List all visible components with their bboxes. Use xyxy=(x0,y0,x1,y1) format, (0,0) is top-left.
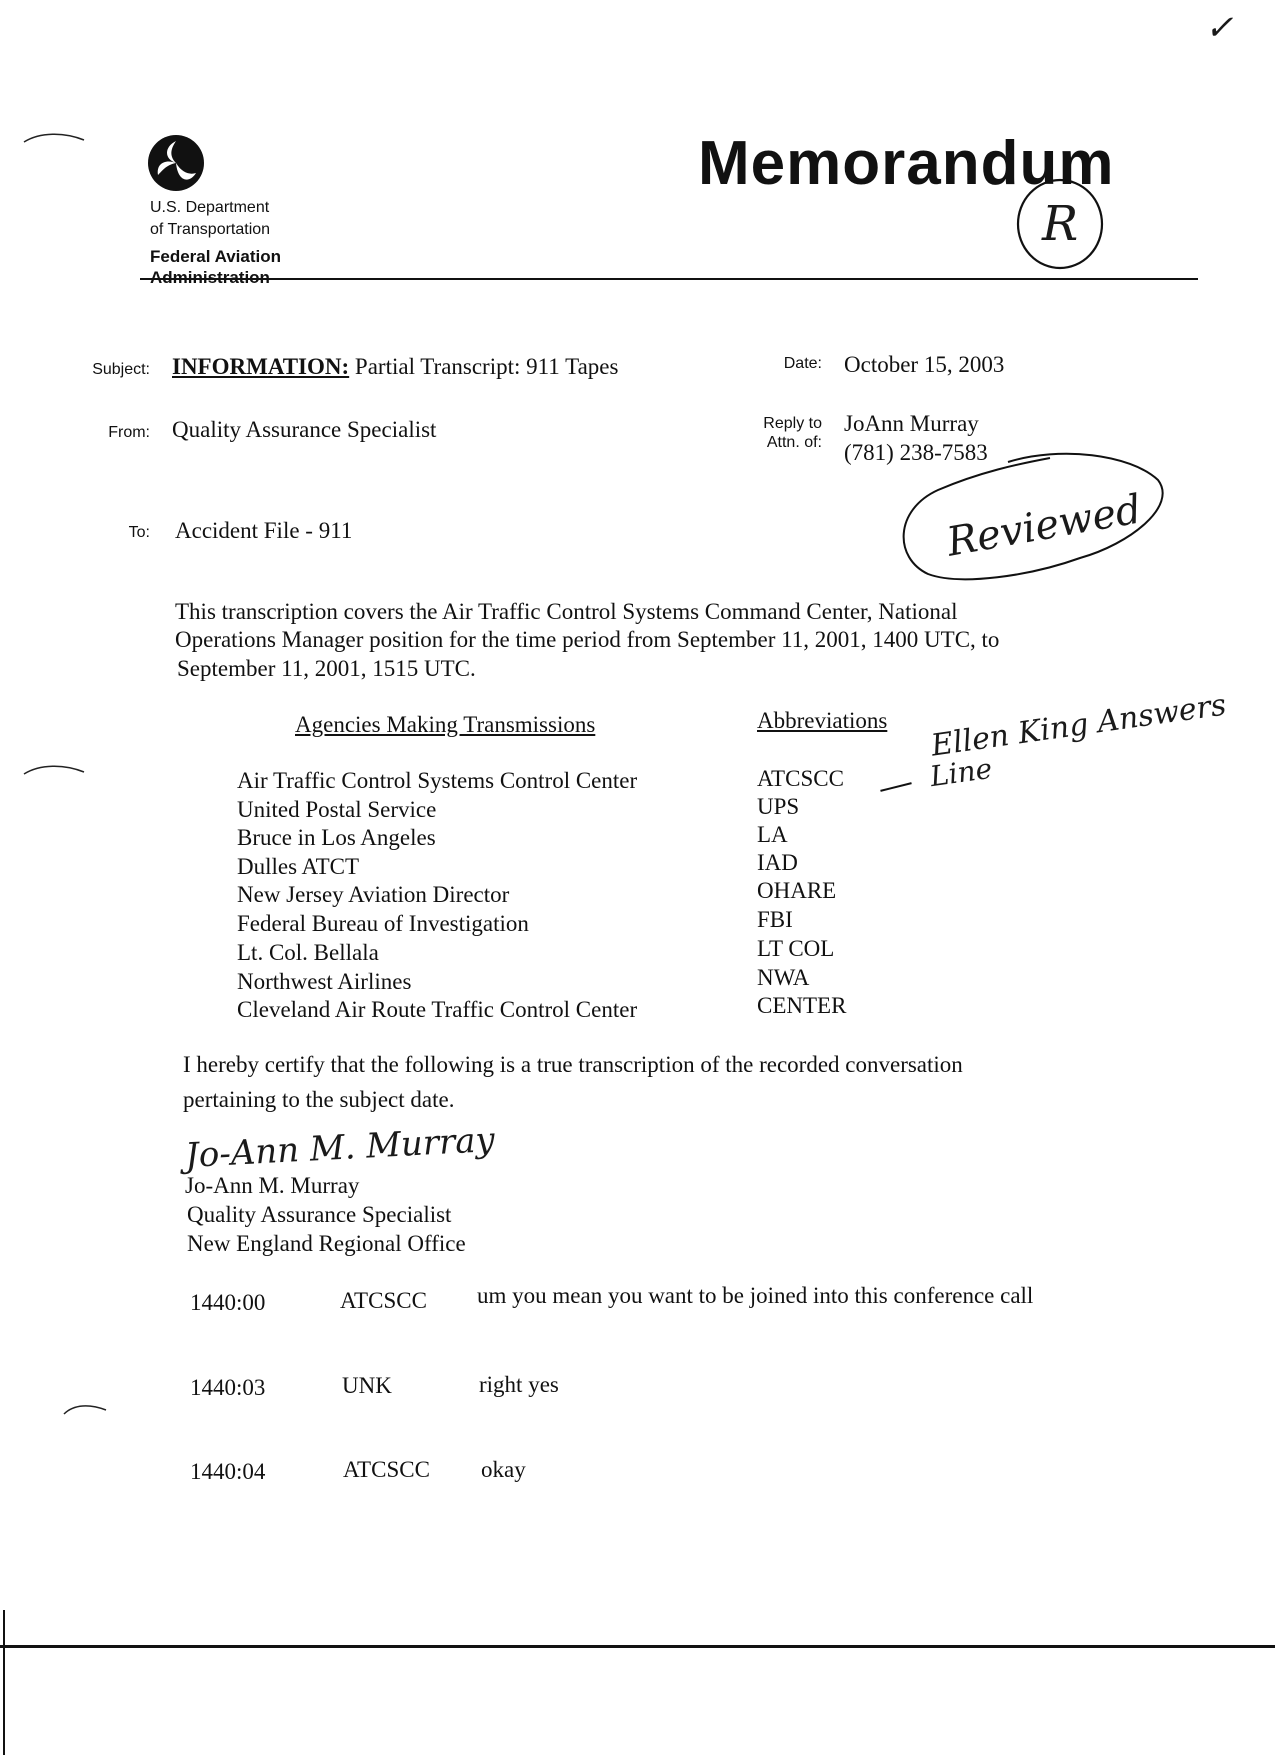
intro-line-2: Operations Manager position for the time period from September 11, 2001, 1400 UTC, to xyxy=(175,627,1000,652)
agency-abbr: OHARE xyxy=(757,878,837,903)
agency-abbr: IAD xyxy=(757,850,798,875)
agency-row xyxy=(237,940,379,966)
abbreviations-header: Abbreviations xyxy=(757,708,888,733)
page-title: Memorandum xyxy=(698,129,1115,198)
transcript-speaker: ATCSCC xyxy=(343,1457,430,1482)
agency-dept-line2: of Transportation xyxy=(150,221,271,238)
circled-letter-text: R xyxy=(1042,196,1079,252)
certification-line-2: pertaining to the subject date. xyxy=(183,1087,455,1112)
agency-row xyxy=(237,854,359,880)
agency-row xyxy=(237,768,637,794)
agency-row xyxy=(237,797,436,823)
subject-label: Subject: xyxy=(92,361,150,378)
agency-abbr: LA xyxy=(757,822,788,847)
date-label: Date: xyxy=(783,355,822,372)
agency-abbr: LT COL xyxy=(757,936,835,961)
agency-name: Lt. Col. Bellala xyxy=(237,940,379,965)
signer-title: Quality Assurance Specialist xyxy=(187,1202,452,1227)
agency-name: Air Traffic Control Systems Control Center xyxy=(237,768,638,793)
date-value: October 15, 2003 xyxy=(844,352,1005,377)
subject-bold: INFORMATION: xyxy=(172,354,350,379)
signer-name: Jo-Ann M. Murray xyxy=(185,1173,360,1198)
subject-field xyxy=(172,354,618,380)
punch-mark xyxy=(20,128,90,148)
signer-office: New England Regional Office xyxy=(187,1231,466,1256)
reply-name: JoAnn Murray xyxy=(844,411,979,436)
agency-name: Northwest Airlines xyxy=(237,969,412,994)
agency-name: Dulles ATCT xyxy=(237,854,360,879)
transcript-text: right yes xyxy=(479,1372,559,1397)
note-dash xyxy=(880,782,912,792)
punch-mark xyxy=(60,1400,110,1420)
to-value: Accident File - 911 xyxy=(175,518,353,543)
reply-phone: (781) 238-7583 xyxy=(844,440,988,465)
bottom-border xyxy=(0,1645,1275,1648)
agency-name: United Postal Service xyxy=(237,797,437,822)
intro-line-3: September 11, 2001, 1515 UTC. xyxy=(177,656,476,681)
agency-abbr: ATCSCC xyxy=(757,766,844,791)
agency-row xyxy=(237,911,529,937)
agency-abbr: UPS xyxy=(757,794,800,819)
agency-abbr: NWA xyxy=(757,965,810,990)
agency-name: Cleveland Air Route Traffic Control Center xyxy=(237,997,638,1022)
reply-label: Reply to xyxy=(763,415,822,432)
transcript-speaker: ATCSCC xyxy=(340,1288,427,1313)
header-rule xyxy=(140,278,1198,280)
transcript-time: 1440:00 xyxy=(190,1290,266,1315)
agency-abbr: CENTER xyxy=(757,993,847,1018)
signature: Jo-Ann M. Murray xyxy=(184,1119,496,1177)
agency-row xyxy=(237,825,436,851)
reply-label-2: Attn. of: xyxy=(766,434,822,451)
to-label: To: xyxy=(128,524,150,541)
agency-dept: U.S. Department xyxy=(150,199,270,216)
handwritten-note: Ellen King Answers xyxy=(929,687,1229,764)
dot-logo-icon xyxy=(146,133,206,193)
agency-row xyxy=(237,997,637,1023)
reviewed-annotation: Reviewed xyxy=(943,486,1145,566)
punch-mark xyxy=(20,760,90,780)
subject-text: Partial Transcript: 911 Tapes xyxy=(354,354,619,379)
agency-row xyxy=(237,882,509,908)
certification-line-1: I hereby certify that the following is a true transcription of the recorded conversation xyxy=(183,1052,963,1077)
transcript-time: 1440:04 xyxy=(190,1459,266,1484)
checkmark-annotation: ✓ xyxy=(1205,8,1234,48)
agency-name: Bruce in Los Angeles xyxy=(237,825,436,850)
left-edge xyxy=(3,1610,5,1755)
transcript-text: okay xyxy=(481,1457,526,1482)
transcript-time: 1440:03 xyxy=(190,1375,266,1400)
handwritten-note-line2: Line xyxy=(928,751,995,794)
agency-faa: Federal Aviation xyxy=(150,247,281,266)
transcript-speaker: UNK xyxy=(342,1373,392,1398)
from-label: From: xyxy=(108,424,150,441)
agency-name: Federal Bureau of Investigation xyxy=(237,911,529,936)
agency-name: New Jersey Aviation Director xyxy=(237,882,510,907)
agency-row xyxy=(237,969,411,995)
agency-abbr: FBI xyxy=(757,907,793,932)
agencies-header: Agencies Making Transmissions xyxy=(295,712,596,737)
from-value: Quality Assurance Specialist xyxy=(172,417,437,442)
transcript-text: um you mean you want to be joined into this conference call xyxy=(477,1283,1034,1308)
intro-line-1: This transcription covers the Air Traffic Control Systems Command Center, National xyxy=(175,599,958,624)
